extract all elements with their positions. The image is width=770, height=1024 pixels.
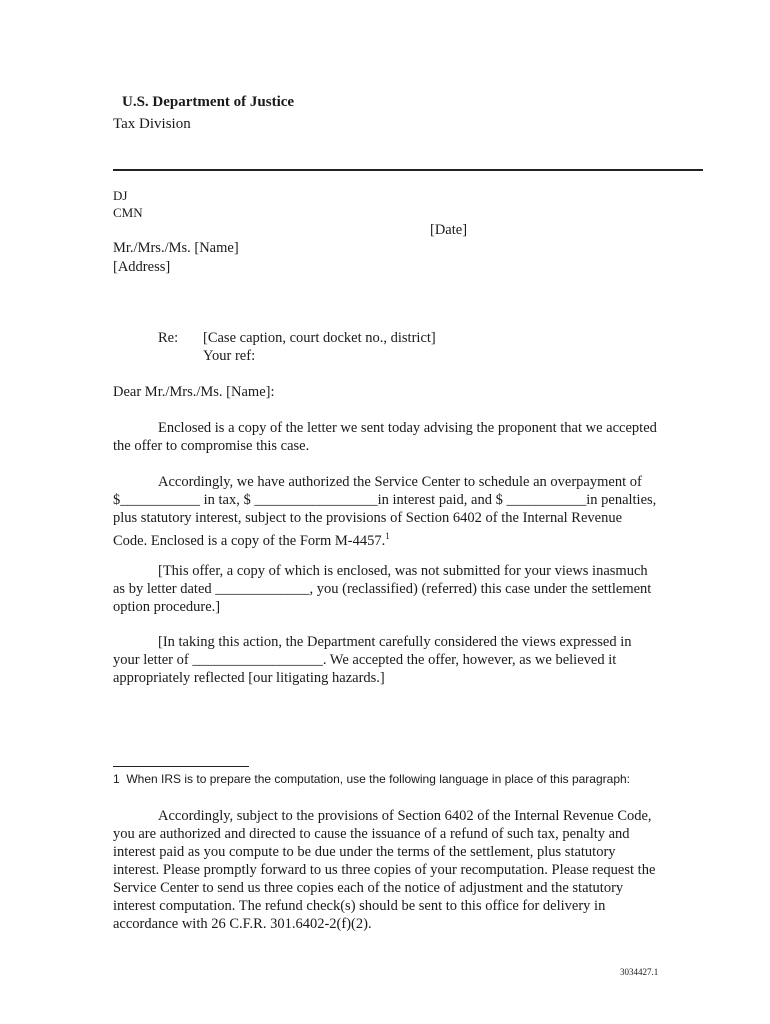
ref-cmn: CMN <box>113 205 143 220</box>
case-caption: [Case caption, court docket no., district] <box>203 330 436 346</box>
organization-name: U.S. Department of Justice <box>122 94 295 110</box>
body-paragraph-2 <box>113 473 658 550</box>
body-paragraph-1 <box>113 419 658 455</box>
footnote-paragraph-text: Accordingly, subject to the provisions of Section 6402 of the Internal Revenue Code, you are authorized and directed to cause the issuance of a refund of such tax, penalty and interest paid as you compute to be due under the terms of the settlement, plus statutory interest. Please promptly forward to us three copies of your recomputation. Please request the Service Center to send us three copies each of the notice of adjustment and the statutory interest computation. The refund check(s) should be sent to this office for delivery in accordance with 26 C.F.R. 301.6402-2(f)(2). <box>113 808 656 932</box>
footnote-label <box>113 772 630 786</box>
body-paragraph-3 <box>113 562 658 616</box>
letter-date: [Date] <box>430 222 468 238</box>
salutation: Dear Mr./Mrs./Ms. [Name]: <box>113 384 275 400</box>
re-label: Re: <box>158 330 179 346</box>
footnote-reference: 1 <box>385 531 390 541</box>
body-paragraph-4-text: [In taking this action, the Department carefully considered the views expressed in your letter of __________________. We accepted the offer, however, as we believed it appropriately reflected [our litigating hazards.] <box>113 634 632 686</box>
footnote-rule <box>113 766 249 767</box>
ref-dj: DJ <box>113 188 128 203</box>
body-paragraph-4 <box>113 633 658 687</box>
your-ref: Your ref: <box>203 348 256 364</box>
body-paragraph-2-text: Accordingly, we have authorized the Service Center to schedule an overpayment of $___________ in tax, $ _________________in interest paid, and $ ___________in penalties, plus statutory interest, subject to the provisions of Section 6402 of the Internal Revenue Code. Enclosed is a copy of the Form M-4457. <box>113 474 657 549</box>
body-paragraph-3-text: [This offer, a copy of which is enclosed, was not submitted for your views inasmuch as by letter dated _____________, you (reclassified) (referred) this case under the settlement option procedure.] <box>113 563 652 615</box>
recipient-address: [Address] <box>113 259 171 275</box>
division-name: Tax Division <box>113 116 191 132</box>
recipient-name: Mr./Mrs./Ms. [Name] <box>113 240 239 256</box>
footnote-number: 1 <box>113 772 120 786</box>
footnote-paragraph <box>113 807 658 933</box>
header-rule <box>113 169 703 171</box>
document-id: 3034427.1 <box>620 967 659 977</box>
body-paragraph-1-text: Enclosed is a copy of the letter we sent today advising the proponent that we accepted the offer to compromise this case. <box>113 420 657 454</box>
footnote-label-text: When IRS is to prepare the computation, use the following language in place of this paragraph: <box>126 772 631 786</box>
